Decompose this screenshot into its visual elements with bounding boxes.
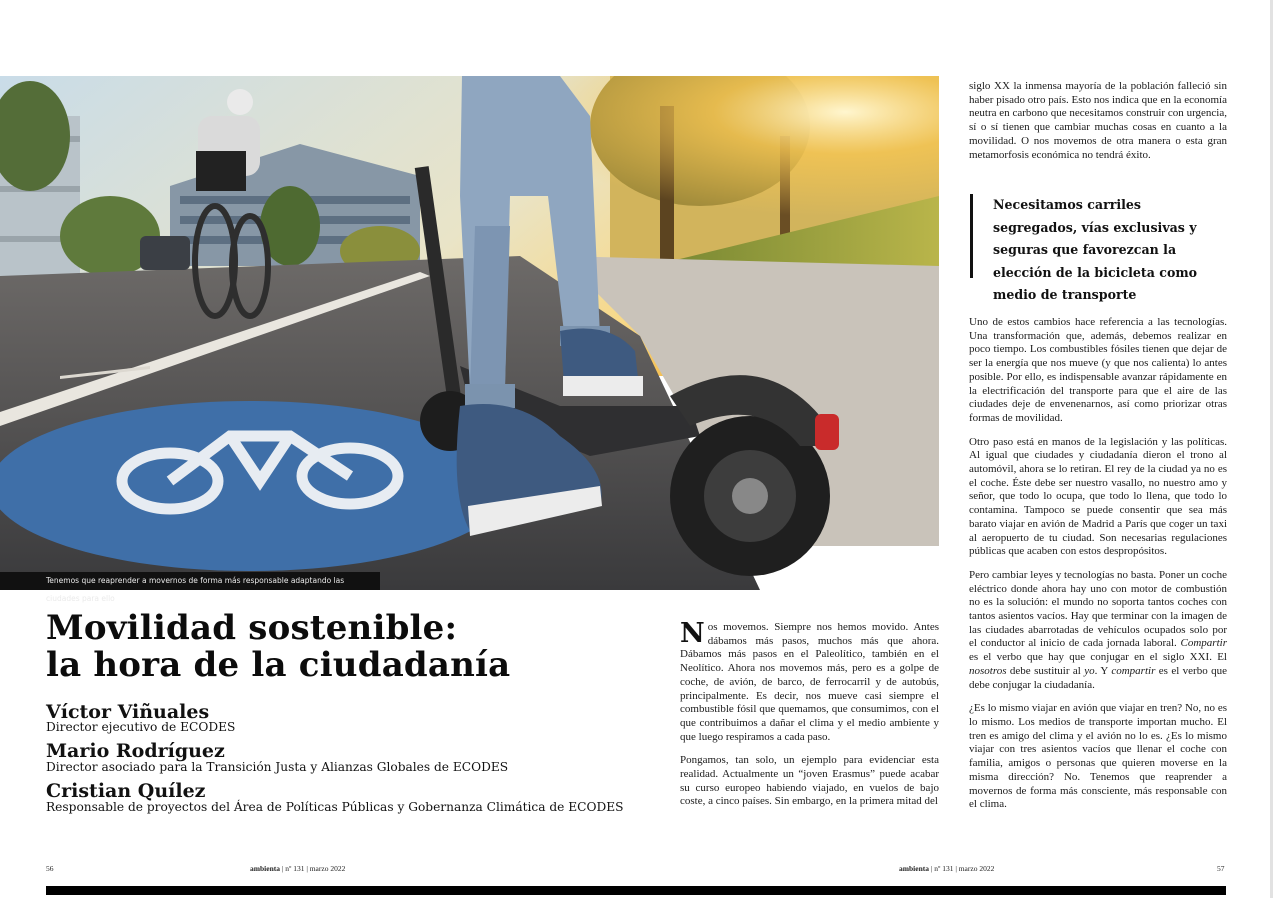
- paragraph: siglo XX la inmensa mayoría de la población falleció sin haber pisado otro país. Esto nos indica que en la economía neutra en carbono que necesitamos construir con urgencia, sí o sí tienen que cambiar muchas cosas en cuanto a la movilidad. O nos movemos de otra manera o esta gran metamorfosis económica no tendrá éxito.: [969, 80, 1227, 161]
- text-run: . Y: [1094, 664, 1112, 677]
- body-column-right: [969, 316, 1227, 822]
- paragraph: ¿Es lo mismo viajar en avión que viajar en tren? No, no es lo mismo. Los medios de transporte importan mucho. El tren es amigo del clima y el avión no lo es. ¿Es lo mismo viajar con tres asientos vacíos que llenar el coche con familia, amigos o personas que quieren moverse en la misma dirección? No. Tenemos que reaprender a movernos de forma más consciente, más responsable con el clima.: [969, 702, 1227, 811]
- issue-info: | nº 131 | marzo 2022: [930, 864, 995, 873]
- emphasis: Compartir: [1180, 637, 1227, 650]
- footer-right: [899, 864, 994, 873]
- text-run: Pero cambiar leyes y tecnologías no basta. Poner un coche eléctrico donde ahora hay uno con motor de combustión no es la solución: el mundo no soporta tantos coches con tantos asientos vacíos. Hay que terminar con la imagen de las ciudades abarrotadas de vehículos ocupados solo por el conductor al inicio de cada jornada laboral.: [969, 568, 1227, 650]
- author-name: Mario Rodríguez: [46, 740, 225, 762]
- emphasis: compartir: [1111, 664, 1156, 677]
- magazine-name: ambienta: [899, 864, 929, 873]
- paragraph: Otro paso está en manos de la legislación y las políticas. Al igual que ciudades y ciudadanía dieron el trono al automóvil, ahora se lo retiran. El rey de la ciudad ya no es el coche. Éste debe ser nuestro vasallo, no nuestro amo y señor, que todo lo ocupa, que todo lo llena, que todo lo contamina. Tampoco se puede consentir que sea más barato viajar en avión de Madrid a París que coger un taxi al aeropuerto de tu ciudad. Son necesarias regulaciones públicas que acaben con estos despropósitos.: [969, 435, 1227, 558]
- paragraph: Uno de estos cambios hace referencia a las tecnologías. Una transformación que, además, debemos realizar en poco tiempo. Los combustibles fósiles tienen que dejar de ser la energía que nos mueve (y que nos calienta) lo antes posible. Por ello, es indispensable avanzar rápidamente en la electrificación del transporte para que el aire de las ciudades deje de envenenarnos, así como priorizar otras formas de movilidad.: [969, 316, 1227, 424]
- paragraph: Pongamos, tan solo, un ejemplo para evidenciar esta realidad. Actualmente un “joven Erasmus” puede acabar su curso europeo habiendo viajado, en vuelos de bajo coste, a cinco países. Sin embargo, en la primera mitad del: [680, 754, 939, 808]
- text-run: debe sustituir al: [1006, 664, 1085, 677]
- footer-left: [250, 864, 345, 873]
- text-run: es el verbo que debe conjugar la ciudadanía.: [969, 664, 1227, 691]
- author-role: Responsable de proyectos del Área de Políticas Públicas y Gobernanza Climática de ECODES: [46, 800, 624, 814]
- paragraph-text: os movemos. Siempre nos hemos movido. Antes dábamos más pasos, muchos más que ahora. Dábamos más pasos en el Paleolítico, también en el Neolítico. Ahora nos movemos más, pero es a golpe de coche, de avión, de barco, de ferrocarril y de autobús, principalmente. Es decir, nos mueve casi siempre el combustible fósil que quemamos, que consumimos, con el que contribuimos a dañar el clima y el medio ambiente y que luego respiramos a cada paso.: [680, 621, 939, 743]
- paragraph: [969, 569, 1227, 692]
- body-column-left: [680, 618, 939, 819]
- emphasis: yo: [1084, 664, 1095, 677]
- title-line-1: Movilidad sostenible:: [46, 608, 458, 648]
- drop-cap: N: [680, 618, 705, 649]
- page-number-left: 56: [46, 864, 54, 873]
- paragraph: [680, 618, 939, 744]
- author-role: Director asociado para la Transición Justa y Alianzas Globales de ECODES: [46, 760, 509, 774]
- pull-quote: [970, 194, 1231, 302]
- title-line-2: la hora de la ciudadanía: [46, 645, 511, 685]
- page-number-right: 57: [1217, 864, 1225, 873]
- hero-photo: [0, 76, 939, 590]
- magazine-name: ambienta: [250, 864, 280, 873]
- text-run: es el verbo que hay que conjugar en el siglo XXI. El: [969, 651, 1227, 664]
- issue-info: | nº 131 | marzo 2022: [281, 864, 346, 873]
- bottom-bar: [46, 886, 1226, 895]
- emphasis: nosotros: [969, 664, 1007, 677]
- pull-quote-text: Necesitamos carriles segregados, vías exclusivas y seguras que favorezcan la elección de la bicicleta como medio de transporte: [993, 197, 1198, 302]
- photo-caption: Tenemos que reaprender a movernos de forma más responsable adaptando las ciudades para ello: [0, 572, 380, 590]
- author-name: Víctor Viñuales: [46, 701, 210, 723]
- author-name: Cristian Quílez: [46, 780, 206, 802]
- body-column-right-top: [969, 80, 1227, 172]
- article-title: [46, 610, 606, 684]
- author-role: Director ejecutivo de ECODES: [46, 720, 236, 734]
